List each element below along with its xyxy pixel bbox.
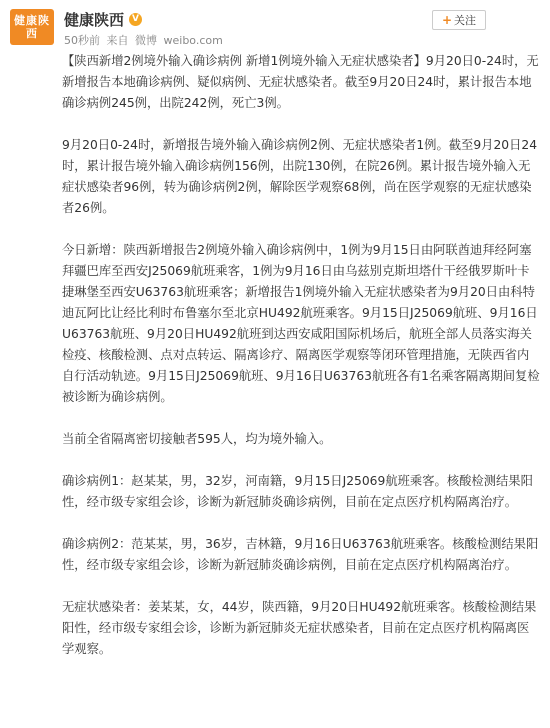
post-paragraph: 今日新增：陕西新增报告2例境外输入确诊病例中，1例为9月15日由阿联酋迪拜经阿塞拜疆巴库至西安J25069航班乘客，1例为9月16日由乌兹别克斯坦塔什干经俄罗斯叶卡捷琳堡至西安U63763航班乘客；新增报告1例境外输入无症状感染者为9月20日由科特迪瓦阿比让经比利时布鲁塞尔至北京HU492航班乘客。9月15日J25069航班、9月16日U63763航班、9月20日HU492航班到达西安咸阳国际机场后，航班全部人员落实海关检疫、核酸检测、点对点转运、隔离诊疗、隔离医学观察等闭环管理措施，无陕西省内自行活动轨迹。9月15日J25069航班、9月16日U63763航班各有1名乘客隔离期间复检被诊断为确诊病例。 <box>62 243 540 404</box>
post-body <box>62 51 540 660</box>
post-time[interactable]: 50秒前 <box>64 34 100 47</box>
post-meta <box>64 32 226 48</box>
avatar-text: 健康陕西 <box>14 14 50 40</box>
paragraph-gap <box>62 408 540 429</box>
account-name[interactable]: 健康陕西 <box>64 10 125 29</box>
post-paragraph: 确诊病例2：范某某，男，36岁，吉林籍，9月16日U63763航班乘客。核酸检测结果阳性，经市级专家组会诊，诊断为新冠肺炎确诊病例，目前在定点医疗机构隔离治疗。 <box>62 537 539 572</box>
account-name-row <box>64 9 142 29</box>
follow-label: 关注 <box>454 14 477 27</box>
paragraph-gap <box>62 513 540 534</box>
post-paragraph: 当前全省隔离密切接触者595人，均为境外输入。 <box>62 432 332 446</box>
post-paragraph: 【陕西新增2例境外输入确诊病例 新增1例境外输入无症状感染者】9月20日0-24时，无新增报告本地确诊病例、疑似病例、无症状感染者。截至9月20日24时，累计报告本地确诊病例245例，出院242例，死亡3例。 <box>62 54 539 110</box>
verified-icon: V <box>129 13 142 26</box>
paragraph-gap <box>62 576 540 597</box>
post-paragraph: 无症状感染者：姜某某，女，44岁，陕西籍，9月20日HU492航班乘客。核酸检测结果阳性，经市级专家组会诊，诊断为新冠肺炎无症状感染者，目前在定点医疗机构隔离医学观察。 <box>62 600 537 656</box>
paragraph-gap <box>62 114 540 135</box>
post-paragraph: 确诊病例1：赵某某，男，32岁，河南籍，9月15日J25069航班乘客。核酸检测结果阳性，经市级专家组会诊，诊断为新冠肺炎确诊病例，目前在定点医疗机构隔离治疗。 <box>62 474 533 509</box>
post-header <box>0 0 550 52</box>
post-source[interactable]: 微博 <box>135 34 157 47</box>
post-site: weibo.com <box>163 34 223 47</box>
source-prefix: 来自 <box>106 34 129 47</box>
paragraph-gap <box>62 219 540 240</box>
follow-button[interactable] <box>432 10 486 30</box>
plus-icon: + <box>441 13 453 27</box>
avatar[interactable] <box>10 9 54 45</box>
paragraph-gap <box>62 450 540 471</box>
post-paragraph: 9月20日0-24时，新增报告境外输入确诊病例2例、无症状感染者1例。截至9月20日24时，累计报告境外输入确诊病例156例，出院130例，在院26例。累计报告境外输入无症状感染者96例，转为确诊病例2例，解除医学观察68例，尚在医学观察的无症状感染者26例。 <box>62 138 538 215</box>
